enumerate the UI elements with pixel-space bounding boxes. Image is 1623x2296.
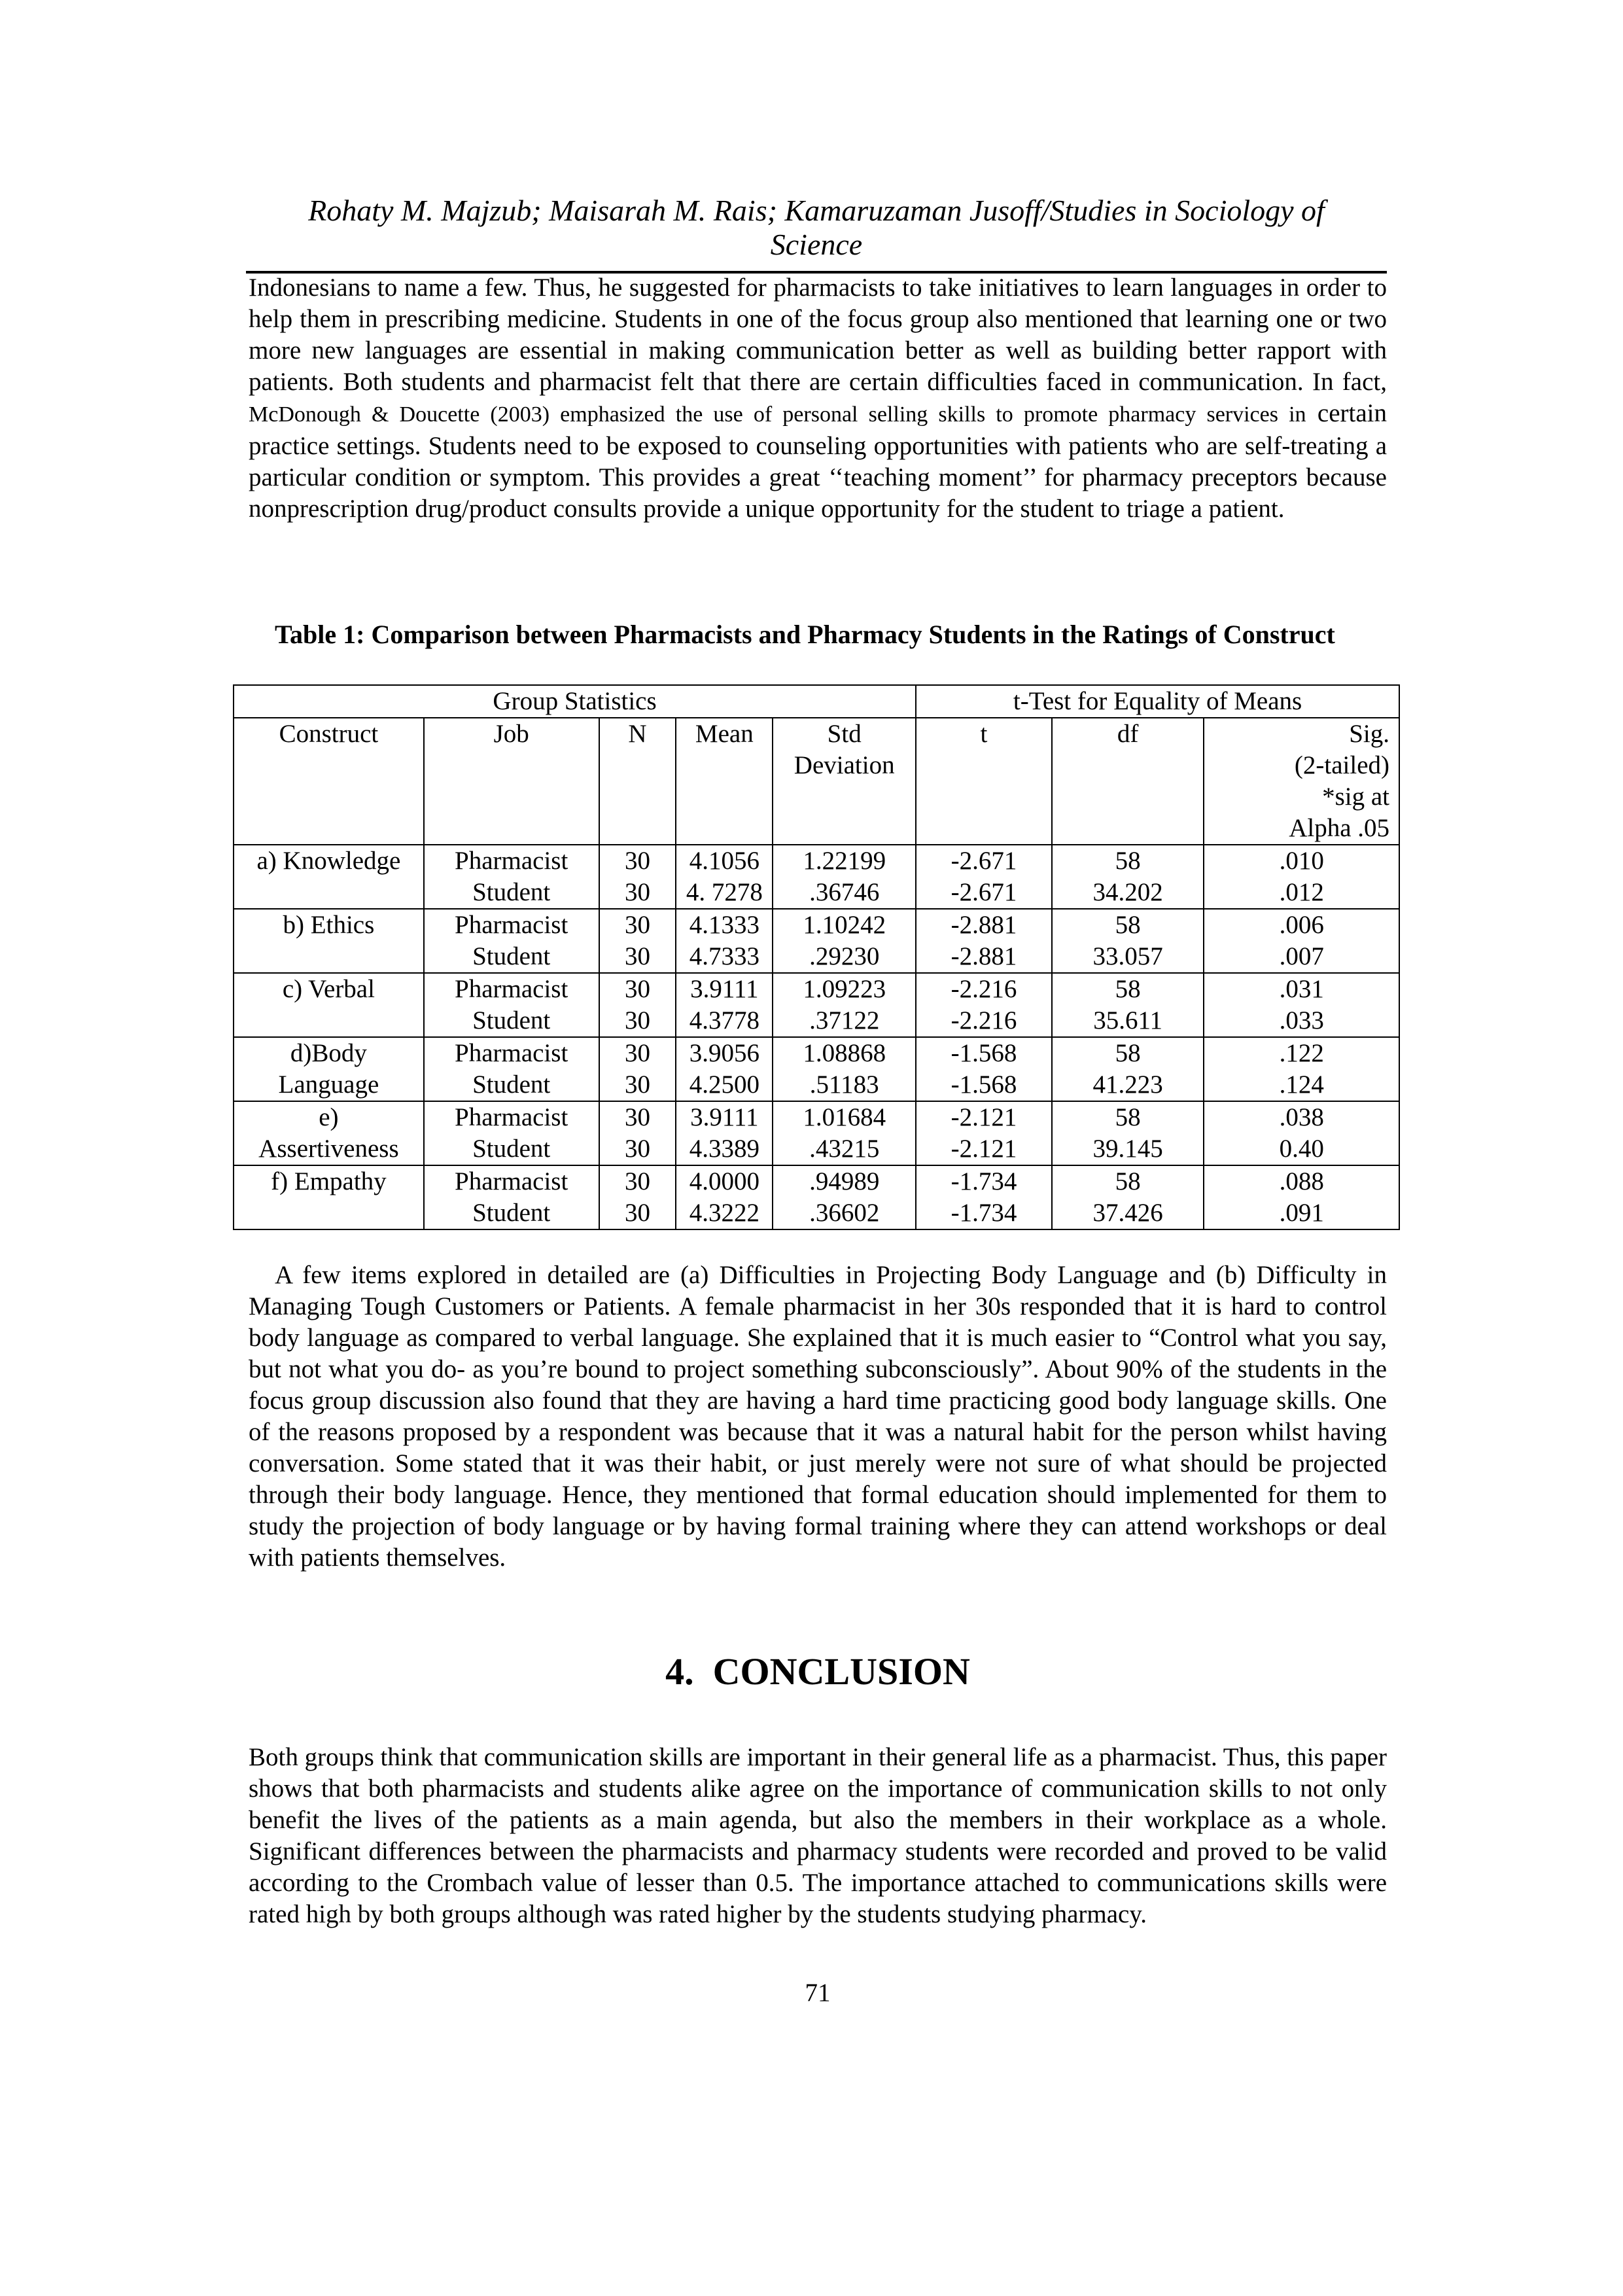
cell-construct: f) Empathy (234, 1165, 424, 1197)
cell-mean: 3.9111 (676, 1101, 773, 1133)
cell-mean: 4.3222 (676, 1197, 773, 1229)
cell-sig: .012 (1204, 877, 1399, 909)
col-std-line1: Std (827, 720, 862, 748)
cell-df: 58 (1052, 1037, 1204, 1069)
table-column-header-row (234, 718, 1399, 845)
cell-t: -1.568 (916, 1069, 1052, 1101)
cell-n: 30 (599, 1197, 676, 1229)
cell-job: Pharmacist (424, 973, 599, 1005)
cell-sig: .124 (1204, 1069, 1399, 1101)
paragraph1-part3: certain practice settings. Students need to be exposed to counseling opportunities with patients who are self-treating a particular condition or symptom. This provides a great ‘‘teaching moment’’ for pharmacy preceptors because nonprescription drug/product consults provide a unique opportunity for the student to triage a patient. (249, 399, 1387, 523)
col-std-deviation (773, 718, 916, 845)
cell-t: -2.881 (916, 941, 1052, 973)
table-row (234, 1005, 1399, 1037)
cell-job: Student (424, 941, 599, 973)
cell-mean: 3.9111 (676, 973, 773, 1005)
cell-df: 58 (1052, 1165, 1204, 1197)
cell-job: Student (424, 1069, 599, 1101)
cell-n: 30 (599, 1165, 676, 1197)
cell-std-deviation: 1.09223 (773, 973, 916, 1005)
table-row (234, 1069, 1399, 1101)
col-sig (1204, 718, 1399, 845)
cell-n: 30 (599, 1037, 676, 1069)
cell-df: 58 (1052, 909, 1204, 941)
cell-sig: .031 (1204, 973, 1399, 1005)
cell-job: Student (424, 877, 599, 909)
cell-df: 58 (1052, 973, 1204, 1005)
body-paragraph-3 (249, 1742, 1387, 1930)
table-row (234, 877, 1399, 909)
running-header (246, 194, 1387, 262)
cell-df: 34.202 (1052, 877, 1204, 909)
cell-t: -2.216 (916, 973, 1052, 1005)
cell-df: 39.145 (1052, 1133, 1204, 1165)
cell-n: 30 (599, 909, 676, 941)
cell-sig: .033 (1204, 1005, 1399, 1037)
cell-job: Pharmacist (424, 845, 599, 877)
col-sig-line3: *sig at (1322, 783, 1389, 811)
col-mean: Mean (676, 718, 773, 845)
cell-sig: .006 (1204, 909, 1399, 941)
cell-sig: .091 (1204, 1197, 1399, 1229)
cell-n: 30 (599, 1133, 676, 1165)
cell-t: -2.121 (916, 1133, 1052, 1165)
cell-construct (234, 1005, 424, 1037)
group-statistics-header: Group Statistics (234, 685, 916, 718)
table-group-header-row (234, 685, 1399, 718)
table-row (234, 1197, 1399, 1229)
cell-t: -1.734 (916, 1165, 1052, 1197)
cell-job: Student (424, 1133, 599, 1165)
col-n: N (599, 718, 676, 845)
statistics-table (233, 684, 1400, 1230)
cell-sig: .122 (1204, 1037, 1399, 1069)
cell-job: Student (424, 1005, 599, 1037)
col-sig-line1: Sig. (1349, 720, 1389, 748)
cell-construct: Language (234, 1069, 424, 1101)
cell-std-deviation: 1.10242 (773, 909, 916, 941)
cell-df: 58 (1052, 1101, 1204, 1133)
table-row (234, 1037, 1399, 1069)
cell-n: 30 (599, 1101, 676, 1133)
cell-mean: 4.1333 (676, 909, 773, 941)
table-body (234, 845, 1399, 1229)
cell-df: 37.426 (1052, 1197, 1204, 1229)
cell-df: 35.611 (1052, 1005, 1204, 1037)
running-header-line2: Science (770, 228, 863, 261)
table-row (234, 1101, 1399, 1133)
section-number: 4. (665, 1650, 694, 1693)
cell-construct: a) Knowledge (234, 845, 424, 877)
cell-mean: 4.3778 (676, 1005, 773, 1037)
section-heading (249, 1649, 1387, 1695)
cell-df: 33.057 (1052, 941, 1204, 973)
table-row (234, 1133, 1399, 1165)
cell-n: 30 (599, 1069, 676, 1101)
cell-std-deviation: 1.22199 (773, 845, 916, 877)
col-sig-line4: Alpha .05 (1289, 814, 1389, 842)
cell-mean: 4.7333 (676, 941, 773, 973)
cell-job: Pharmacist (424, 1165, 599, 1197)
cell-std-deviation: 1.08868 (773, 1037, 916, 1069)
paragraph2-text: A few items explored in detailed are (a) Difficulties in Projecting Body Language and (b) Difficulty in Managing Tough Customers or Patients. A female pharmacist in her 30s responded that it is hard to control body language as compared to verbal language. She explained that it is much easier to “Control what you say, but not what you do- as you’re bound to project something subconsciously”. About 90% of the students in the focus group discussion also found that they are having a hard time practicing good body language skills. One of the reasons proposed by a respondent was because that it was a natural habit for the person whilst having conversation. Some stated that it was their habit, or just merely were not sure of what should be projected through their body language. Hence, they mentioned that formal education should implemented for them to study the projection of body language or by having formal training where they can attend workshops or deal with patients themselves. (249, 1261, 1387, 1572)
cell-sig: 0.40 (1204, 1133, 1399, 1165)
cell-mean: 3.9056 (676, 1037, 773, 1069)
table-row (234, 973, 1399, 1005)
cell-job: Pharmacist (424, 1037, 599, 1069)
paragraph1-part1: Indonesians to name a few. Thus, he suggested for pharmacists to take initiatives to learn languages in order to help them in prescribing medicine. Students in one of the focus group also mentioned that learning one or two more new languages are essential in making communication better as well as building better rapport with patients. Both students and pharmacist felt that there are certain difficulties faced in communication. In fact, (249, 274, 1387, 396)
cell-job: Pharmacist (424, 1101, 599, 1133)
cell-mean: 4.1056 (676, 845, 773, 877)
cell-std-deviation: .94989 (773, 1165, 916, 1197)
cell-mean: 4. 7278 (676, 877, 773, 909)
col-df: df (1052, 718, 1204, 845)
cell-mean: 4.3389 (676, 1133, 773, 1165)
table-row (234, 909, 1399, 941)
cell-t: -2.671 (916, 877, 1052, 909)
cell-t: -2.671 (916, 845, 1052, 877)
cell-n: 30 (599, 845, 676, 877)
col-construct: Construct (234, 718, 424, 845)
cell-std-deviation: .51183 (773, 1069, 916, 1101)
table-row (234, 1165, 1399, 1197)
cell-n: 30 (599, 877, 676, 909)
paragraph3-text: Both groups think that communication skills are important in their general life as a pharmacist. Thus, this paper shows that both pharmacists and students alike agree on the importance of communication skills to not only benefit the lives of the patients as a main agenda, but also the members in their workplace as a whole. Significant differences between the pharmacists and pharmacy students were recorded and proved to be valid according to the Crombach value of lesser than 0.5. The importance attached to communications skills were rated high by both groups although was rated higher by the students studying pharmacy. (249, 1743, 1387, 1928)
cell-mean: 4.0000 (676, 1165, 773, 1197)
cell-construct: b) Ethics (234, 909, 424, 941)
cell-std-deviation: .36602 (773, 1197, 916, 1229)
col-t: t (916, 718, 1052, 845)
cell-n: 30 (599, 1005, 676, 1037)
cell-mean: 4.2500 (676, 1069, 773, 1101)
col-job: Job (424, 718, 599, 845)
cell-sig: .088 (1204, 1165, 1399, 1197)
cell-t: -2.881 (916, 909, 1052, 941)
cell-t: -1.568 (916, 1037, 1052, 1069)
table-row (234, 941, 1399, 973)
cell-std-deviation: 1.01684 (773, 1101, 916, 1133)
cell-std-deviation: .36746 (773, 877, 916, 909)
body-paragraph-1 (249, 272, 1387, 525)
cell-std-deviation: .29230 (773, 941, 916, 973)
cell-n: 30 (599, 941, 676, 973)
cell-construct (234, 877, 424, 909)
cell-df: 41.223 (1052, 1069, 1204, 1101)
cell-n: 30 (599, 973, 676, 1005)
col-std-line2: Deviation (794, 751, 895, 779)
cell-t: -2.216 (916, 1005, 1052, 1037)
paragraph1-citation: McDonough & Doucette (2003) emphasized the use of personal selling skills to promote pharmacy services in (249, 402, 1306, 427)
t-test-header: t-Test for Equality of Means (916, 685, 1399, 718)
cell-construct: d)Body (234, 1037, 424, 1069)
cell-df: 58 (1052, 845, 1204, 877)
cell-job: Pharmacist (424, 909, 599, 941)
cell-construct: Assertiveness (234, 1133, 424, 1165)
table-caption: Table 1: Comparison between Pharmacists and Pharmacy Students in the Ratings of Construct (275, 620, 1335, 649)
cell-sig: .038 (1204, 1101, 1399, 1133)
cell-std-deviation: .37122 (773, 1005, 916, 1037)
cell-sig: .010 (1204, 845, 1399, 877)
cell-construct: e) (234, 1101, 424, 1133)
running-header-line1: Rohaty M. Majzub; Maisarah M. Rais; Kamaruzaman Jusoff/Studies in Sociology of (308, 194, 1325, 227)
body-paragraph-2 (249, 1260, 1387, 1574)
page-number: 71 (805, 1979, 831, 2007)
cell-sig: .007 (1204, 941, 1399, 973)
cell-construct: c) Verbal (234, 973, 424, 1005)
cell-t: -1.734 (916, 1197, 1052, 1229)
col-sig-line2: (2-tailed) (1294, 751, 1389, 779)
cell-std-deviation: .43215 (773, 1133, 916, 1165)
cell-t: -2.121 (916, 1101, 1052, 1133)
section-title: CONCLUSION (712, 1650, 970, 1693)
cell-construct (234, 1197, 424, 1229)
cell-job: Student (424, 1197, 599, 1229)
table-row (234, 845, 1399, 877)
cell-construct (234, 941, 424, 973)
